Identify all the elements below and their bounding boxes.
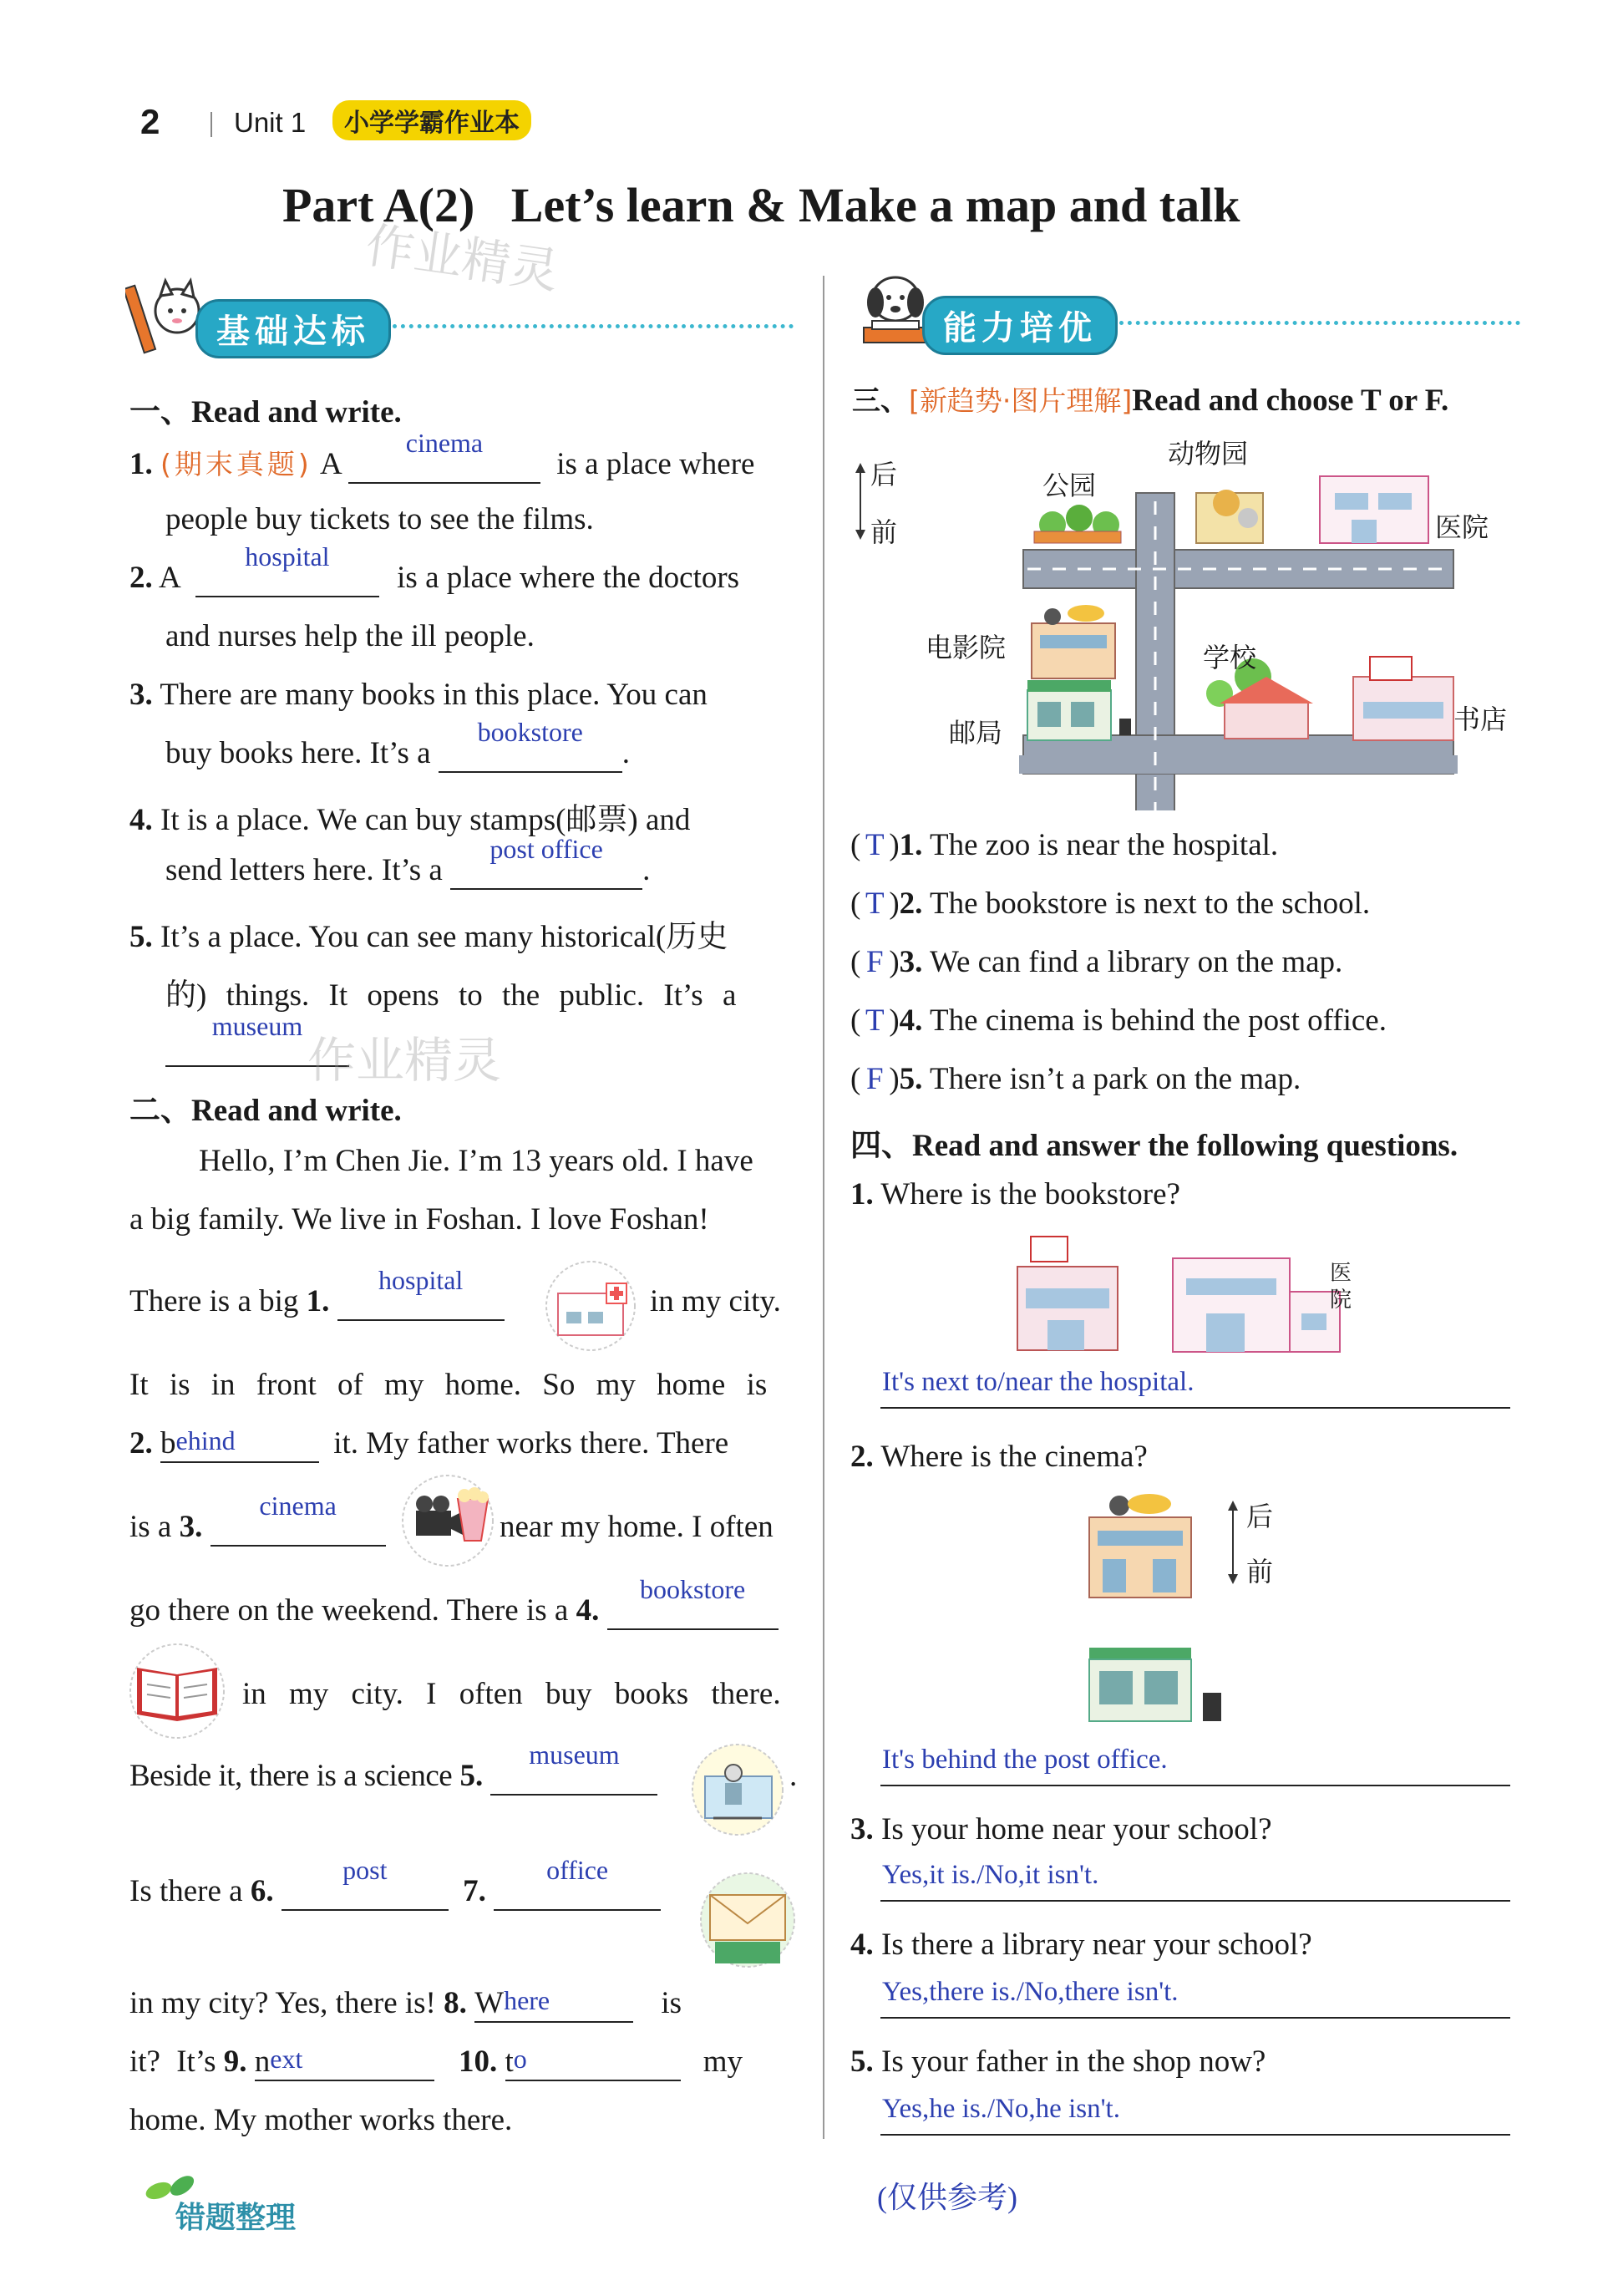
s2-para-line12 bbox=[129, 2044, 743, 2081]
science-museum-icon bbox=[688, 1743, 787, 1841]
s2-l12-pre: it? It’s bbox=[129, 2045, 216, 2079]
map-cinema-label: 电影院 bbox=[926, 632, 1007, 663]
s1-q1-line1 bbox=[129, 428, 798, 484]
basic-section-badge: 基础达标 bbox=[195, 299, 391, 358]
s2-para-line13: home. My mother works there. bbox=[129, 2103, 513, 2137]
s2-para-line11 bbox=[129, 1985, 682, 2023]
s2-num1: 1. bbox=[306, 1284, 330, 1318]
tf-answer-5: F bbox=[866, 1062, 884, 1096]
s2-answer4: bookstore bbox=[639, 1574, 746, 1604]
s2-answer1: hospital bbox=[378, 1265, 464, 1295]
s2-para-line8: in my city. I often buy books there. bbox=[242, 1677, 781, 1711]
s1-q4-answer: post office bbox=[489, 834, 603, 864]
map-school-label: 学校 bbox=[1203, 642, 1257, 673]
s4-q5 bbox=[850, 2044, 1266, 2080]
s2-num8: 8. bbox=[444, 1986, 467, 2020]
s2-l3-post: in my city. bbox=[650, 1284, 781, 1318]
tf-num-2: 2. bbox=[899, 886, 923, 921]
s2-l12-n: n bbox=[254, 2045, 271, 2079]
s2-num5: 5. bbox=[459, 1759, 484, 1793]
s4-q5-answer-line bbox=[880, 2134, 1510, 2136]
tf-num-3: 3. bbox=[899, 945, 923, 979]
s2-answer3: cinema bbox=[259, 1491, 337, 1521]
s4-q1 bbox=[850, 1176, 1180, 1212]
map-zoo-label: 动物园 bbox=[1168, 438, 1249, 470]
s2-answer9: ext bbox=[270, 2044, 303, 2074]
s1-q2-post: is a place where the doctors bbox=[397, 561, 740, 595]
s2-l11-pre: in my city? Yes, there is! bbox=[129, 1986, 436, 2020]
s1-q4-line1 bbox=[129, 794, 690, 839]
map-post-office-label: 邮局 bbox=[949, 717, 1003, 749]
s4-q5-answer: Yes,he is./No,he isn't. bbox=[882, 2094, 1120, 2124]
s2-answer6: post bbox=[342, 1855, 388, 1885]
s4-q2-answer-line bbox=[880, 1785, 1510, 1786]
s2-para-line3 bbox=[129, 1265, 505, 1321]
s1-q4-line2 bbox=[165, 834, 651, 890]
series-badge: 小学学霸作业本 bbox=[332, 100, 531, 140]
tf-answer-2: T bbox=[865, 886, 885, 921]
bookstore-hospital-pic bbox=[1014, 1233, 1365, 1363]
s1-q2-blank bbox=[195, 541, 379, 597]
s2-num3: 3. bbox=[179, 1510, 203, 1544]
s4-q1-num: 1. bbox=[850, 1177, 874, 1211]
s1-q3-line1 bbox=[129, 677, 708, 713]
s1-q1-tag: (期末真题) bbox=[160, 448, 312, 480]
s2-blank1 bbox=[337, 1265, 505, 1321]
s2-l9-post: . bbox=[789, 1759, 798, 1793]
s1-q2-num: 2. bbox=[129, 561, 153, 595]
advanced-badge-dots bbox=[1119, 321, 1520, 325]
s4-q3-answer: Yes,it is./No,it isn't. bbox=[882, 1860, 1099, 1890]
s2-num2: 2. bbox=[129, 1426, 153, 1460]
s1-q5-line1 bbox=[129, 911, 728, 956]
s4-q5-text: Is your father in the shop now? bbox=[881, 2045, 1266, 2079]
s4-q2-direction-arrow bbox=[1225, 1501, 1241, 1588]
s2-l5-b: b bbox=[160, 1426, 176, 1460]
section4-heading: 四、Read and answer the following questions. bbox=[850, 1129, 1458, 1163]
tf-item-4: ( T )4. The cinema is behind the post office. bbox=[850, 1003, 1387, 1038]
tf-item-2: ( T )2. The bookstore is next to the school. bbox=[850, 886, 1371, 921]
s2-blank7 bbox=[494, 1855, 661, 1911]
s1-q5-answer: museum bbox=[211, 1011, 303, 1041]
s4-q3-num: 3. bbox=[850, 1812, 874, 1846]
unit-label: Unit 1 bbox=[234, 107, 307, 138]
book-icon bbox=[127, 1643, 227, 1744]
s1-q3-answer: bookstore bbox=[477, 717, 583, 747]
s2-answer7: office bbox=[546, 1855, 609, 1885]
s4-q3-answer-line bbox=[880, 1900, 1510, 1902]
s1-q1-blank bbox=[348, 428, 540, 484]
s4-q3 bbox=[850, 1811, 1272, 1847]
s3-heading-text: Read and choose T or F. bbox=[1132, 384, 1449, 418]
section2-heading: 二、Read and write. bbox=[129, 1094, 402, 1128]
s4-q2-front-label: 前 bbox=[1246, 1556, 1274, 1587]
s1-q3-num: 3. bbox=[129, 678, 153, 712]
s3-heading-tag: [新趋势·图片理解] bbox=[909, 384, 1133, 417]
s4-q4-answer-line bbox=[880, 2017, 1510, 2019]
town-map bbox=[852, 426, 1537, 815]
s2-answer8: here bbox=[504, 1985, 550, 2015]
tf-answer-1: T bbox=[865, 828, 885, 862]
s1-q4-pre: send letters here. It’s a bbox=[165, 853, 443, 887]
hospital-icon bbox=[541, 1260, 640, 1356]
s1-q3-blank bbox=[439, 717, 622, 773]
s2-l12-post: my bbox=[703, 2045, 743, 2079]
s2-para-line9 bbox=[129, 1740, 657, 1796]
s1-q1-post: is a place where bbox=[556, 447, 755, 481]
s4-q2-num: 2. bbox=[850, 1440, 874, 1474]
s2-l5-post: it. My father works there. There bbox=[333, 1426, 729, 1460]
tf-num-5: 5. bbox=[899, 1062, 923, 1096]
s2-blank8 bbox=[474, 1987, 633, 2023]
s4-q4 bbox=[850, 1927, 1312, 1963]
tf-text-5: There isn’t a park on the map. bbox=[930, 1062, 1301, 1096]
s2-answer5: museum bbox=[529, 1740, 620, 1770]
s4-q1-text: Where is the bookstore? bbox=[880, 1177, 1180, 1211]
tf-num-1: 1. bbox=[899, 828, 923, 862]
tf-answer-3: F bbox=[866, 945, 884, 979]
footer-reference-note: (仅供参考) bbox=[877, 2181, 1017, 2214]
s1-q1-pre: A bbox=[320, 447, 341, 481]
s1-q3-pre: buy books here. It’s a bbox=[165, 736, 431, 770]
s1-q2-answer: hospital bbox=[245, 541, 330, 571]
s2-para-line2: a big family. We live in Foshan. I love Foshan! bbox=[129, 1202, 709, 1237]
advanced-section-badge: 能力培优 bbox=[922, 296, 1118, 355]
tf-item-3: ( F )3. We can find a library on the map. bbox=[850, 945, 1343, 979]
s2-para-line4: It is in front of my home. So my home is bbox=[129, 1368, 768, 1402]
map-park-label: 公园 bbox=[1042, 470, 1097, 501]
s1-q5-num: 5. bbox=[129, 920, 153, 954]
s2-answer2: ehind bbox=[175, 1425, 236, 1455]
s2-num6: 6. bbox=[250, 1874, 274, 1908]
tf-text-4: The cinema is behind the post office. bbox=[930, 1003, 1387, 1038]
s2-blank4 bbox=[607, 1574, 779, 1630]
s2-num10: 10. bbox=[459, 2045, 498, 2079]
s2-para-line6 bbox=[129, 1491, 386, 1547]
watermark-2: 作业精灵 bbox=[307, 1032, 502, 1089]
s2-para-line7 bbox=[129, 1574, 779, 1630]
map-front-label: 前 bbox=[870, 516, 898, 548]
s1-q1-num: 1. bbox=[129, 447, 153, 481]
s4-q5-num: 5. bbox=[850, 2045, 874, 2079]
s4-q1-hospital-label: 医院 bbox=[1330, 1261, 1352, 1313]
section3-heading bbox=[852, 378, 1448, 419]
s2-l9-pre: Beside it, there is a science bbox=[129, 1759, 453, 1793]
post-office-icon bbox=[698, 1872, 797, 1973]
s1-q4-num: 4. bbox=[129, 803, 153, 837]
s3-heading-num: 三、 bbox=[852, 384, 909, 418]
s2-num9: 9. bbox=[223, 2045, 247, 2079]
s4-q4-text: Is there a library near your school? bbox=[881, 1928, 1312, 1962]
column-divider bbox=[823, 276, 824, 2139]
s4-q4-num: 4. bbox=[850, 1928, 874, 1962]
s4-q1-answer-line bbox=[880, 1407, 1510, 1409]
s1-q4-text: It is a place. We can buy stamps(邮票) and bbox=[160, 803, 691, 837]
s4-q1-answer: It's next to/near the hospital. bbox=[882, 1367, 1195, 1397]
page-number: 2 bbox=[140, 102, 160, 141]
cinema-icon bbox=[398, 1474, 498, 1572]
s2-blank5 bbox=[490, 1740, 657, 1796]
s2-blank2 bbox=[160, 1427, 319, 1463]
s2-para-line1: Hello, I’m Chen Jie. I’m 13 years old. I have bbox=[199, 1144, 753, 1178]
s2-l7-pre: go there on the weekend. There is a bbox=[129, 1593, 569, 1628]
s2-blank10 bbox=[505, 2045, 681, 2081]
s2-l3-pre: There is a big bbox=[129, 1284, 299, 1318]
s2-blank6 bbox=[282, 1855, 449, 1911]
map-back-label: 后 bbox=[870, 459, 898, 490]
s4-q2-back-label: 后 bbox=[1246, 1501, 1274, 1532]
s4-q4-answer: Yes,there is./No,there isn't. bbox=[882, 1977, 1179, 2007]
s1-q4-post: . bbox=[642, 853, 651, 887]
s1-q2-pre: A bbox=[158, 561, 180, 595]
section1-heading: 一、Read and write. bbox=[129, 395, 402, 429]
s2-l6-post: near my home. I often bbox=[500, 1510, 774, 1544]
tf-text-3: We can find a library on the map. bbox=[930, 945, 1343, 979]
s2-blank3 bbox=[211, 1491, 386, 1547]
s1-q3-post: . bbox=[621, 736, 631, 770]
map-hospital-label: 医院 bbox=[1435, 511, 1489, 543]
s1-q3-line2 bbox=[165, 717, 631, 773]
s4-q3-text: Is your home near your school? bbox=[881, 1812, 1272, 1846]
footer-mistakes-label: 错题整理 bbox=[175, 2201, 297, 2235]
s4-q2 bbox=[850, 1439, 1148, 1475]
tf-item-5: ( F )5. There isn’t a park on the map. bbox=[850, 1062, 1301, 1096]
s2-l10-pre: Is there a bbox=[129, 1874, 243, 1908]
tf-num-4: 4. bbox=[899, 1003, 923, 1038]
basic-badge-dots bbox=[393, 324, 794, 328]
page-title: Part A(2) Let’s learn & Make a map and talk bbox=[282, 178, 1240, 232]
s2-blank9 bbox=[255, 2045, 434, 2081]
tf-answer-4: T bbox=[865, 1003, 885, 1038]
tf-item-1: ( T )1. The zoo is near the hospital. bbox=[850, 828, 1279, 862]
s1-q1-answer: cinema bbox=[405, 428, 484, 458]
watermark: 作业精灵 bbox=[362, 216, 562, 300]
s2-num7: 7. bbox=[463, 1874, 486, 1908]
s2-num4: 4. bbox=[576, 1593, 600, 1628]
tf-text-2: The bookstore is next to the school. bbox=[930, 886, 1371, 921]
s2-l12-t: t bbox=[505, 2045, 514, 2079]
s2-para-line10 bbox=[129, 1855, 661, 1911]
s1-q1-line2: people buy tickets to see the films. bbox=[165, 502, 594, 536]
s2-para-line5 bbox=[129, 1425, 728, 1463]
header-divider bbox=[211, 112, 212, 137]
s1-q5-line2: 的) things. It opens to the public. It’s a bbox=[165, 978, 737, 1013]
tf-text-1: The zoo is near the hospital. bbox=[930, 828, 1279, 862]
s2-l11-post: is bbox=[661, 1986, 682, 2020]
s4-q2-text: Where is the cinema? bbox=[880, 1440, 1148, 1474]
s1-q2-line1 bbox=[129, 541, 740, 597]
s2-l11-w: W bbox=[474, 1986, 505, 2020]
s2-answer10: o bbox=[513, 2044, 527, 2074]
s1-q2-line2: and nurses help the ill people. bbox=[165, 619, 535, 653]
s4-q2-answer: It's behind the post office. bbox=[882, 1745, 1168, 1775]
s1-q3-text: There are many books in this place. You can bbox=[160, 678, 708, 712]
map-bookstore-label: 书店 bbox=[1453, 704, 1508, 735]
s2-l6-pre: is a bbox=[129, 1510, 172, 1544]
s1-q4-blank bbox=[450, 834, 642, 890]
s1-q5-text: It’s a place. You can see many historical(历史 bbox=[160, 920, 728, 954]
